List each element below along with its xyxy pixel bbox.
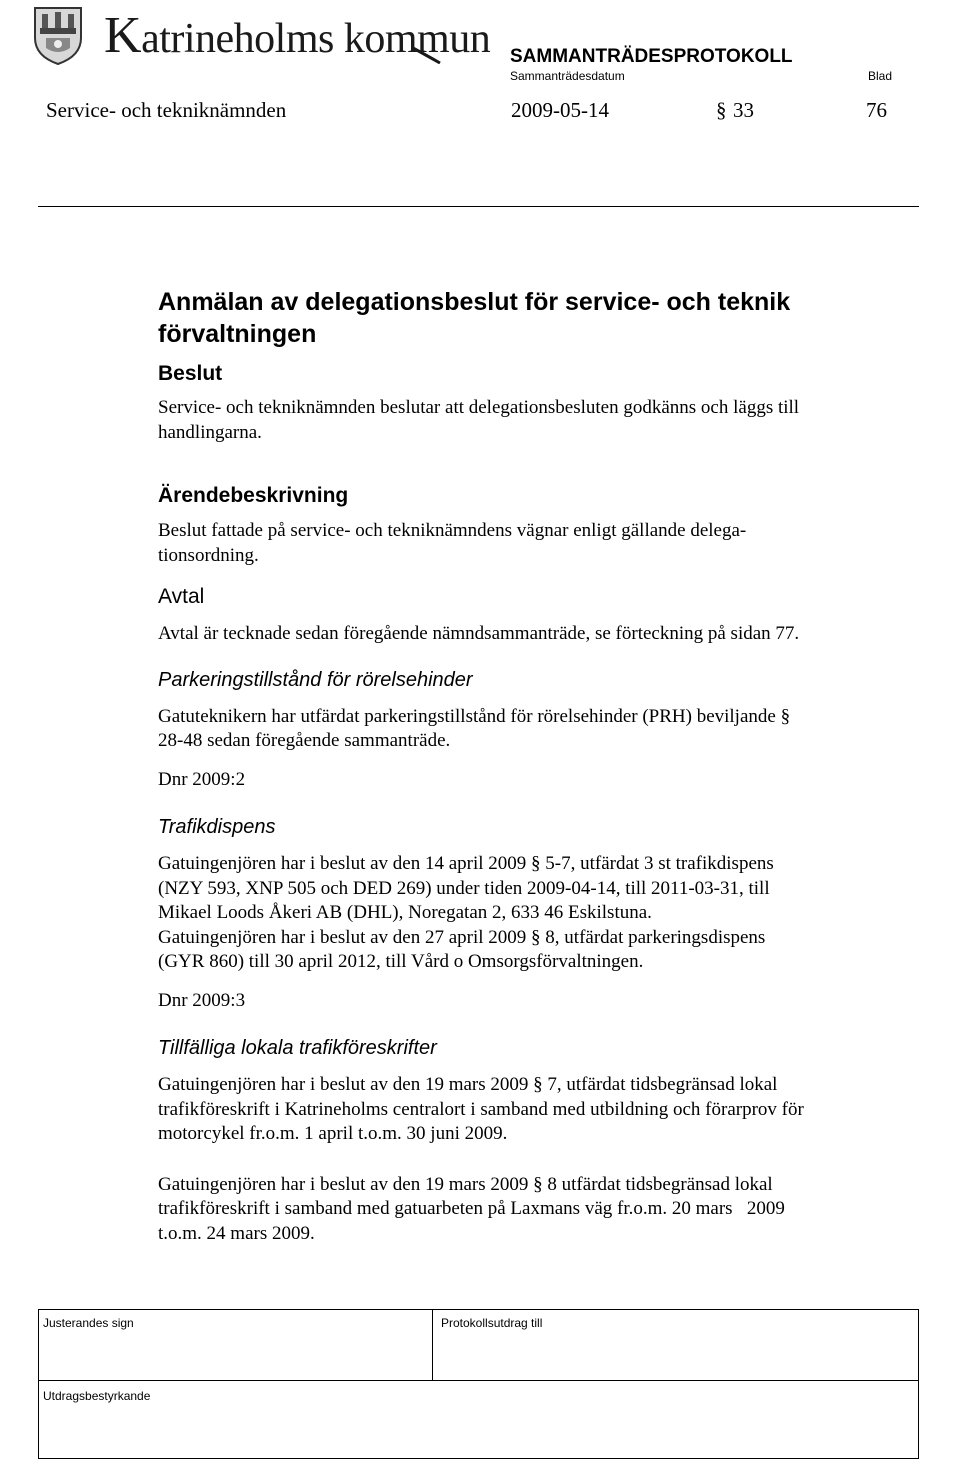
paragraph-number: 33	[733, 98, 754, 122]
protokoll-title: SAMMANTRÄDESPROTOKOLL	[510, 46, 793, 67]
tillfalliga-text-line-5: trafikföreskrift i samband med gatuarbeten på Laxmans väg fr.o.m. 20 mars 2009	[158, 1198, 785, 1219]
trafik-text-line-4: Gatuingenjören har i beslut av den 27 april 2009 § 8, utfärdat parkeringsdispens	[158, 926, 766, 948]
page-number: 76	[866, 98, 887, 122]
header-divider	[38, 206, 919, 207]
beslut-text-line-1: Service- och tekniknämnden beslutar att delegationsbesluten godkänns och läggs till	[158, 397, 800, 418]
kommun-name: Katrineholms kommun	[104, 7, 491, 64]
kommun-logo	[32, 2, 84, 66]
signature-table	[38, 1309, 919, 1459]
meeting-date: 2009-05-14	[511, 98, 609, 122]
trafik-text-line-2: (NZY 593, XNP 505 och DED 269) under tiden 2009-04-14, till 2011-03-31, till	[158, 877, 770, 899]
avtal-heading: Avtal	[158, 585, 205, 608]
parkering-text-line-2: 28-48 sedan föregående sammanträde.	[158, 730, 451, 751]
signature-table-column-divider	[432, 1309, 433, 1381]
beslut-text-line-2: handlingarna.	[158, 421, 262, 443]
tillfalliga-text-line-2: trafikföreskrift i Katrineholms centralort i samband med utbildning och förarprov för	[158, 1098, 804, 1120]
paragraph-sign: §	[716, 98, 727, 122]
tillfalliga-text-line-3: motorcykel fr.o.m. 1 april t.o.m. 30 juni 2009.	[158, 1123, 508, 1144]
avtal-text: Avtal är tecknade sedan föregående nämndsammanträde, se förteckning på sidan 77.	[158, 623, 800, 644]
trafik-text-line-3: Mikael Loods Åkeri AB (DHL), Noregatan 2, 633 46 Eskilstuna.	[158, 902, 652, 923]
justerandes-sign-field: Justerandes sign	[43, 1316, 134, 1330]
trafik-text-line-5: (GYR 860) till 30 april 2012, till Vård o Omsorgsförvaltningen.	[158, 951, 644, 972]
logo-swoosh-icon	[412, 44, 442, 64]
tillfalliga-text-line-1: Gatuingenjören har i beslut av den 19 mars 2009 § 7, utfärdat tidsbegränsad lokal	[158, 1074, 778, 1095]
blad-label: Blad	[868, 69, 893, 83]
document-title-line-2: förvaltningen	[158, 320, 317, 348]
beslut-heading: Beslut	[158, 362, 223, 385]
datum-label: Sammanträdesdatum	[510, 69, 625, 83]
dnr-2009-3: Dnr 2009:3	[158, 989, 246, 1011]
org-name: Service- och tekniknämnden	[46, 98, 287, 122]
tillfalliga-text-line-6: t.o.m. 24 mars 2009.	[158, 1222, 315, 1244]
trafikdispens-heading: Trafikdispens	[158, 816, 276, 838]
document-body	[158, 286, 898, 1246]
parkering-heading: Parkeringstillstånd för rörelsehinder	[158, 668, 473, 691]
utdragsbestyrkande-field: Utdragsbestyrkande	[43, 1389, 151, 1403]
arende-heading: Ärendebeskrivning	[158, 484, 349, 507]
arende-text-line-2: tionsordning.	[158, 544, 259, 566]
document-title-line-1: Anmälan av delegationsbeslut för service- och teknik	[158, 288, 791, 316]
signature-table-row-divider	[38, 1380, 919, 1381]
tillfalliga-text-line-4: Gatuingenjören har i beslut av den 19 mars 2009 § 8 utfärdat tidsbegränsad lokal	[158, 1173, 773, 1195]
dnr-2009-2: Dnr 2009:2	[158, 768, 246, 790]
trafik-text-line-1: Gatuingenjören har i beslut av den 14 april 2009 § 5-7, utfärdat 3 st trafikdispens	[158, 853, 774, 874]
protokollsutdrag-field: Protokollsutdrag till	[441, 1316, 543, 1330]
arende-text-line-1: Beslut fattade på service- och tekniknämndens vägnar enligt gällande delega-	[158, 520, 747, 541]
tillfalliga-heading: Tillfälliga lokala trafikföreskrifter	[158, 1037, 437, 1059]
parkering-text-line-1: Gatuteknikern har utfärdat parkeringstillstånd för rörelsehinder (PRH) beviljande §	[158, 705, 791, 727]
